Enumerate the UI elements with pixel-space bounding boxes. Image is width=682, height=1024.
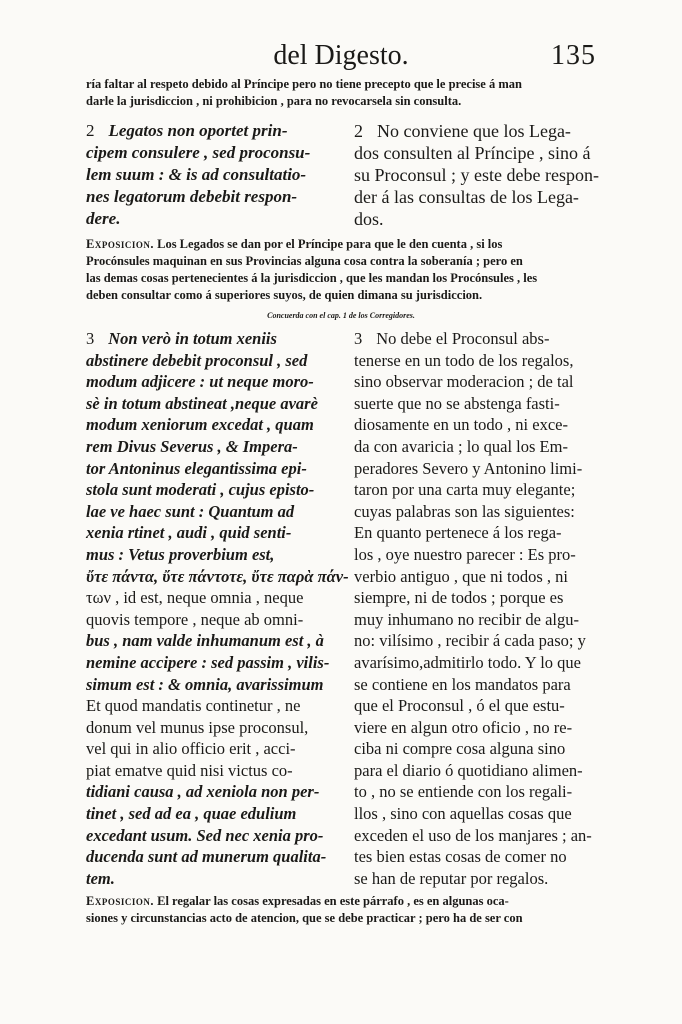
latin-line: quovis tempore , neque ab omni- xyxy=(86,609,304,629)
exposicion-line: El regalar las cosas expresadas en este párrafo , es en algunas oca- xyxy=(157,894,509,908)
spanish-line: tes bien estas cosas de comer no xyxy=(354,847,567,867)
para3-latin xyxy=(86,328,349,889)
spanish-line: se contiene en los mandatos para xyxy=(354,674,571,694)
latin-line: ὔτε πάντα, ὔτε πάντοτε, ὔτε παρὰ πάν- xyxy=(86,566,349,586)
spanish-line: der á las consultas de los Lega- xyxy=(354,187,579,207)
spanish-line: diosamente en un todo , ni exce- xyxy=(354,415,568,435)
para2-latin-number: 2 xyxy=(86,121,95,140)
spanish-line: exceden el uso de los manjares ; an- xyxy=(354,825,592,845)
spanish-line: No conviene que los Lega- xyxy=(377,121,571,141)
intro-line: ría faltar al respeto debido al Príncipe pero no tiene precepto que le precise á man xyxy=(86,77,522,91)
exposicion-line: Procónsules maquinan en sus Provincias alguna cosa contra la soberanía ; pero en xyxy=(86,254,523,268)
spanish-line: los , oye nuestro parecer : Es pro- xyxy=(354,544,576,564)
spanish-line: siempre, ni de todos ; porque es xyxy=(354,588,564,608)
spanish-line: sino observar moderacion ; de tal xyxy=(354,372,574,392)
running-header: del Digesto. xyxy=(273,40,409,71)
para2-latin xyxy=(86,120,336,230)
exposicion-line: Los Legados se dan por el Príncipe para que le den cuenta , si los xyxy=(157,237,503,251)
para2-spanish xyxy=(354,120,612,230)
spanish-line: muy inhumano no recibir de algu- xyxy=(354,609,579,629)
latin-line: vel qui in alio officio erit , acci- xyxy=(86,739,296,759)
exposicion-line: siones y circunstancias acto de atencion, que se debe practicar ; pero ha de ser con xyxy=(86,911,523,925)
spanish-line: ciba ni compre cosa alguna sino xyxy=(354,739,566,759)
spanish-line: peradores Severo y Antonino limi- xyxy=(354,458,583,478)
latin-line: Legatos non oportet prin- xyxy=(108,121,288,140)
concordance-note: Concuerda con el cap. 1 de los Corregidores. xyxy=(267,311,415,320)
spanish-line: cuyas palabras son las siguientes: xyxy=(354,501,575,521)
spanish-line: suerte que no se abstenga fasti- xyxy=(354,393,560,413)
latin-line: tem. xyxy=(86,868,115,888)
latin-line: cipem consulere , sed proconsu- xyxy=(86,143,311,162)
spanish-line: para el diario ó quotidiano alimen- xyxy=(354,760,583,780)
latin-line: abstinere debebit proconsul , sed xyxy=(86,350,308,370)
latin-line: tinet , sed ad ea , quae edulium xyxy=(86,804,297,824)
spanish-line: llos , sino con aquellas cosas que xyxy=(354,804,572,824)
exposicion-2 xyxy=(86,893,612,927)
latin-line: Et quod mandatis continetur , ne xyxy=(86,696,301,716)
latin-line: piat ematve quid nisi victus co- xyxy=(86,760,293,780)
latin-line: excedant usum. Sed nec xenia pro- xyxy=(86,825,324,845)
exposicion-label: Exposicion. xyxy=(86,894,154,908)
spanish-line: to , no se entiende con los regali- xyxy=(354,782,573,802)
spanish-line: dos. xyxy=(354,209,384,229)
para3-spanish-number: 3 xyxy=(354,329,363,348)
spanish-line: su Proconsul ; y este debe respon- xyxy=(354,165,599,185)
intro-line: darle la jurisdiccion , ni prohibicion , para no revocarsela sin consulta. xyxy=(86,94,462,108)
latin-line: xenia rtinet , audi , quid senti- xyxy=(86,523,292,543)
para2-spanish-number: 2 xyxy=(354,121,363,141)
spanish-line: que el Proconsul , ó el que estu- xyxy=(354,696,565,716)
spanish-line: tenerse en un todo de los regalos, xyxy=(354,350,574,370)
spanish-line: viere en algun otro oficio , no re- xyxy=(354,717,573,737)
exposicion-line: deben consultar como á superiores suyos, de quien dimana su jurisdiccion. xyxy=(86,288,483,302)
para3-spanish xyxy=(354,328,612,889)
latin-line: simum est : & omnia, avarissimum xyxy=(86,674,324,694)
latin-line: των , id est, neque omnia , neque xyxy=(86,588,304,608)
latin-line: lae ve haec sunt : Quantum ad xyxy=(86,501,295,521)
latin-line: tor Antoninus elegantissima epi- xyxy=(86,458,307,478)
latin-line: lem suum : & is ad consultatio- xyxy=(86,165,307,184)
spanish-line: En quanto pertenece á los rega- xyxy=(354,523,562,543)
latin-line: ducenda sunt ad munerum qualita- xyxy=(86,847,327,867)
latin-line: stola sunt moderati , cujus episto- xyxy=(86,480,315,500)
latin-line: tidiani causa , ad xeniola non per- xyxy=(86,782,320,802)
latin-line: sè in totum abstineat ,neque avarè xyxy=(86,393,318,413)
latin-line: nes legatorum debebit respon- xyxy=(86,187,298,206)
para3-latin-number: 3 xyxy=(86,329,95,348)
intro-text xyxy=(86,76,612,110)
spanish-line: da con avaricia ; lo qual los Em- xyxy=(354,436,568,456)
exposicion-label: Exposicion. xyxy=(86,237,154,251)
latin-line: dere. xyxy=(86,209,121,228)
spanish-line: no: vilísimo , recibir á cada paso; y xyxy=(354,631,586,651)
latin-line: mus : Vetus proverbium est, xyxy=(86,544,275,564)
page-number: 135 xyxy=(551,40,596,71)
spanish-line: avarísimo,admitirlo todo. Y lo que xyxy=(354,652,581,672)
spanish-line: se han de reputar por regalos. xyxy=(354,868,549,888)
latin-line: Non verò in totum xeniis xyxy=(108,329,277,348)
latin-line: donum vel munus ipse proconsul, xyxy=(86,717,309,737)
latin-line: rem Divus Severus , & Impera- xyxy=(86,436,298,456)
exposicion-line: las demas cosas pertenecientes á la jurisdiccion , que les mandan los Procónsules , les xyxy=(86,271,538,285)
latin-line: modum xeniorum excedat , quam xyxy=(86,415,314,435)
spanish-line: taron por una carta muy elegante; xyxy=(354,480,576,500)
spanish-line: dos consulten al Príncipe , sino á xyxy=(354,143,591,163)
latin-line: bus , nam valde inhumanum est , à xyxy=(86,631,324,651)
latin-line: nemine accipere : sed passim , vilis- xyxy=(86,652,330,672)
exposicion-1 xyxy=(86,236,612,304)
spanish-line: verbio antiguo , que ni todos , ni xyxy=(354,566,569,586)
latin-line: modum adjicere : ut neque moro- xyxy=(86,372,314,392)
spanish-line: No debe el Proconsul abs- xyxy=(376,329,550,348)
